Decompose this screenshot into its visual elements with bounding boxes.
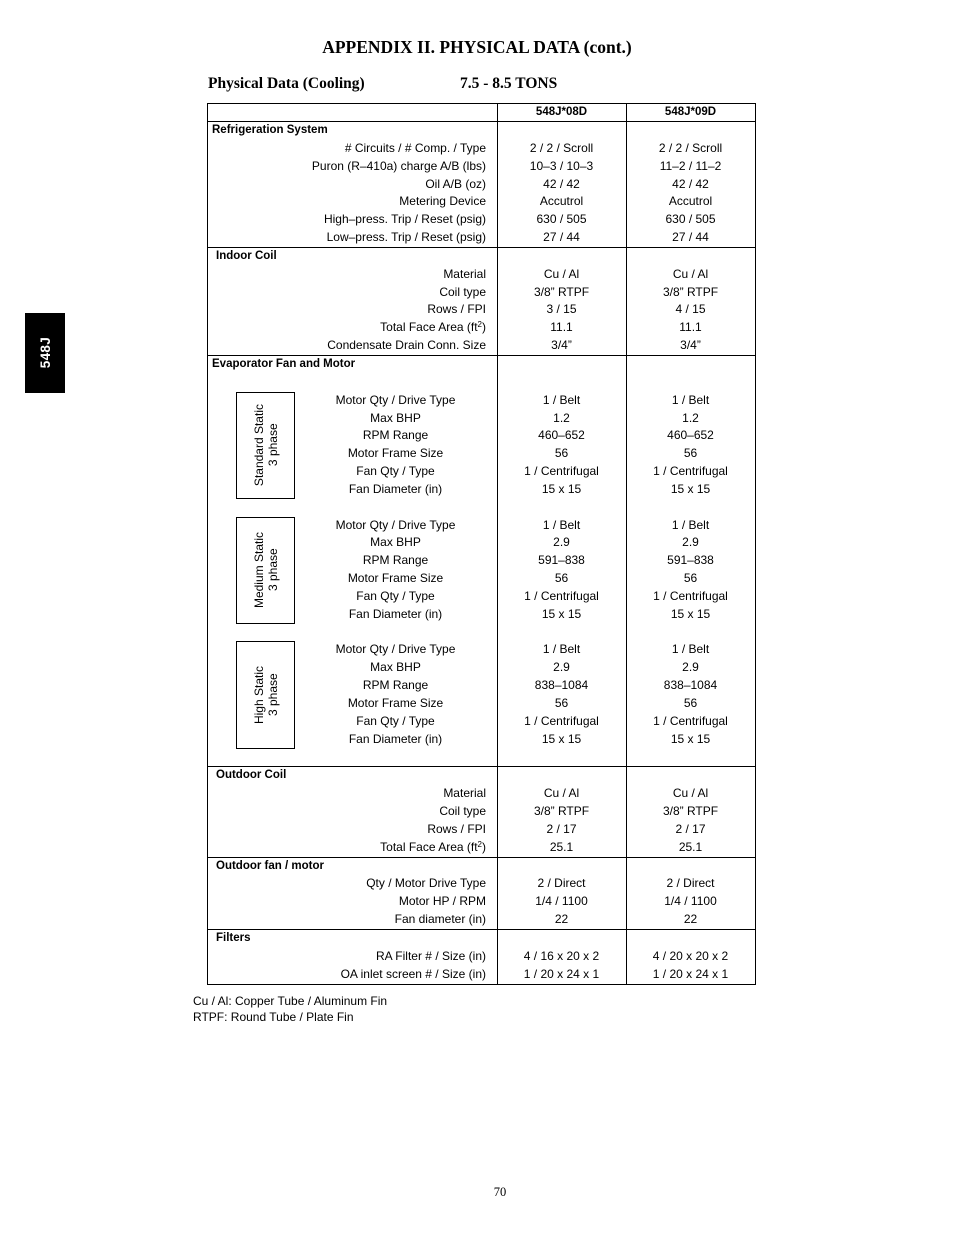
spec-label: Material — [443, 786, 486, 801]
static-level-label: High Static — [251, 665, 266, 725]
spec-value: 4 / 16 x 20 x 2 — [523, 948, 600, 963]
spec-value: 22 — [554, 912, 569, 927]
section-title: Evaporator Fan and Motor — [212, 357, 356, 370]
blank-row — [208, 749, 755, 767]
spec-value: 1 / Belt — [671, 642, 710, 657]
spec-label: Condensate Drain Conn. Size — [327, 338, 486, 353]
spec-value: Cu / Al — [672, 266, 709, 281]
spec-value: 56 — [683, 446, 698, 461]
spec-value: 25.1 — [549, 839, 574, 854]
blank-value-cell — [497, 767, 626, 785]
spec-row — [208, 821, 755, 839]
spec-value: 15 x 15 — [670, 606, 711, 621]
spec-value: 3 / 15 — [546, 302, 577, 317]
footnote-cu-al: Cu / Al: Copper Tube / Aluminum Fin — [193, 994, 388, 1008]
spec-value: 3/8” RTPF — [533, 804, 590, 819]
spec-row — [208, 948, 755, 966]
spec-value: 56 — [683, 696, 698, 710]
section-title-row — [208, 356, 755, 374]
spec-label: RA Filter # / Size (in) — [375, 948, 486, 963]
spec-label: Puron (R–410a) charge A/B (lbs) — [311, 158, 486, 173]
spec-label: High–press. Trip / Reset (psig) — [323, 212, 486, 227]
static-level-box — [236, 517, 295, 624]
spec-value: 1 / Centrifugal — [653, 713, 728, 728]
spec-value: 4 / 20 x 20 x 2 — [652, 948, 729, 963]
spec-label: # Circuits / # Comp. / Type — [344, 140, 486, 155]
superscript: 2 — [477, 320, 482, 330]
section-title: Refrigeration System — [212, 124, 328, 136]
static-level-label: Standard Static — [251, 404, 266, 487]
spec-label-cell — [208, 785, 497, 803]
spec-value: 838–1084 — [663, 678, 718, 693]
spec-label: Max BHP — [370, 410, 421, 425]
spec-label-cell — [208, 948, 497, 966]
spec-value: 56 — [554, 446, 569, 461]
spec-label-cell — [208, 301, 497, 319]
spec-label: Qty / Motor Drive Type — [366, 876, 486, 891]
spec-label: Metering Device — [399, 194, 486, 209]
blank-value-cell — [626, 356, 755, 374]
spec-value: 25.1 — [678, 839, 703, 854]
spec-label-cell — [208, 319, 497, 337]
spec-label-cell — [208, 966, 497, 984]
spec-label: OA inlet screen # / Size (in) — [340, 966, 486, 981]
spec-label: Motor Frame Size — [347, 446, 444, 461]
spec-value: 591–838 — [538, 553, 585, 568]
spec-value: 1/4 / 1100 — [664, 894, 717, 909]
blank-row — [208, 624, 755, 642]
blank-value-cell — [626, 122, 755, 140]
spec-value: 15 x 15 — [541, 481, 582, 496]
blank-row — [208, 499, 755, 517]
spec-value: 3/8” RTPF — [662, 804, 719, 819]
table-section — [208, 355, 755, 766]
spec-row — [208, 911, 755, 929]
spec-value: 2 / Direct — [666, 876, 715, 891]
spec-label-cell — [208, 803, 497, 821]
spec-label: Max BHP — [370, 535, 421, 550]
spec-value: 11–2 / 11–2 — [659, 158, 722, 173]
section-title-row — [208, 858, 755, 876]
spec-value: 591–838 — [667, 553, 714, 568]
blank-value-cell — [497, 356, 626, 374]
spec-row — [208, 839, 755, 857]
spec-label: Motor Qty / Drive Type — [335, 517, 456, 532]
table-header-row — [208, 104, 755, 121]
spec-label-cell — [208, 140, 497, 158]
spec-value: 3/8” RTPF — [662, 284, 719, 299]
static-level-text — [252, 404, 280, 486]
fan-motor-group — [208, 641, 755, 748]
spec-value: 630 / 505 — [665, 212, 716, 227]
spec-row — [208, 211, 755, 229]
spec-value: 2.9 — [682, 660, 699, 675]
spec-row — [208, 803, 755, 821]
spec-label: Rows / FPI — [427, 302, 486, 317]
spec-value: 1 / Belt — [671, 517, 710, 532]
model-column-header: 548J*09D — [664, 106, 717, 118]
table-section — [208, 766, 755, 856]
section-title-row — [208, 122, 755, 140]
spec-label: Motor HP / RPM — [398, 894, 486, 909]
spec-value: 2 / 17 — [675, 821, 706, 836]
section-title-row — [208, 930, 755, 948]
model-side-tab — [25, 313, 65, 393]
model-column-header: 548J*08D — [535, 106, 588, 118]
spec-value: 56 — [683, 571, 698, 586]
spec-value: 15 x 15 — [670, 481, 711, 496]
blank-value-cell — [626, 248, 755, 266]
spec-value: 630 / 505 — [536, 212, 587, 227]
spec-label-cell — [208, 284, 497, 302]
spec-value: 2 / 17 — [546, 821, 577, 836]
static-level-box — [236, 641, 295, 748]
spec-row — [208, 893, 755, 911]
spec-value: 22 — [683, 912, 698, 927]
spec-value: 460–652 — [538, 428, 585, 443]
spec-value: 56 — [554, 571, 569, 586]
spec-value: 15 x 15 — [541, 606, 582, 621]
spec-label: RPM Range — [362, 428, 429, 443]
model-side-tab-label: 548J — [37, 337, 53, 369]
spec-label: Motor Frame Size — [347, 571, 444, 586]
section-title: Filters — [216, 931, 251, 944]
spec-value: Accutrol — [668, 194, 713, 209]
phase-label: 3 phase — [265, 673, 280, 717]
spec-label: RPM Range — [362, 678, 429, 693]
spec-row — [208, 140, 755, 158]
spec-label-suffix: ) — [482, 839, 486, 854]
spec-value: Cu / Al — [543, 786, 580, 801]
spec-label: Fan Diameter (in) — [348, 731, 443, 746]
section-title-row — [208, 248, 755, 266]
spec-value: 1.2 — [553, 410, 570, 425]
header-blank-cell — [208, 104, 497, 121]
blank-value-cell — [626, 767, 755, 785]
footnotes — [193, 993, 387, 1025]
spec-value: 4 / 15 — [675, 302, 706, 317]
section-title: Outdoor Coil — [216, 769, 287, 782]
spec-label-cell — [208, 193, 497, 211]
spec-label-cell — [208, 911, 497, 929]
static-level-text — [252, 666, 280, 724]
spec-label: Low–press. Trip / Reset (psig) — [326, 230, 486, 245]
phase-label: 3 phase — [265, 548, 280, 592]
superscript: 2 — [477, 839, 482, 849]
spec-row — [208, 337, 755, 355]
spec-row — [208, 785, 755, 803]
spec-value: 11.1 — [550, 320, 573, 335]
spec-value: 42 / 42 — [543, 176, 580, 191]
spec-row — [208, 229, 755, 247]
spec-row — [208, 301, 755, 319]
spec-row — [208, 284, 755, 302]
spec-value: 838–1084 — [534, 678, 589, 693]
spec-label-cell — [208, 176, 497, 194]
static-level-label: Medium Static — [251, 532, 266, 609]
phase-label: 3 phase — [265, 423, 280, 467]
spec-row — [208, 176, 755, 194]
spec-value: 2.9 — [553, 660, 570, 675]
spec-label: Motor Qty / Drive Type — [335, 642, 456, 657]
spec-row — [208, 266, 755, 284]
spec-label-cell — [208, 266, 497, 284]
section-title: Indoor Coil — [216, 249, 277, 262]
spec-value: 42 / 42 — [672, 176, 709, 191]
spec-label-cell — [208, 839, 497, 857]
spec-label: Max BHP — [370, 660, 421, 675]
physical-data-table — [207, 103, 756, 985]
spec-row — [208, 966, 755, 984]
spec-label: Fan Diameter (in) — [348, 481, 443, 496]
spec-value: Cu / Al — [672, 786, 709, 801]
spec-label: RPM Range — [362, 553, 429, 568]
spec-value: 1 / Centrifugal — [524, 588, 599, 603]
spec-value: 1 / 20 x 24 x 1 — [523, 966, 600, 981]
spec-row — [208, 158, 755, 176]
tonnage-range: 7.5 - 8.5 TONS — [460, 75, 558, 92]
spec-value: Accutrol — [539, 194, 584, 209]
page-number: 70 — [493, 1185, 507, 1199]
spec-value: 27 / 44 — [543, 230, 580, 245]
appendix-title: APPENDIX II. PHYSICAL DATA (cont.) — [322, 37, 632, 57]
spec-value: 2.9 — [553, 535, 570, 550]
spec-label: Oil A/B (oz) — [425, 176, 486, 191]
spec-label: Rows / FPI — [427, 821, 486, 836]
spec-label-cell — [208, 875, 497, 893]
spec-value: 27 / 44 — [672, 230, 709, 245]
spec-value: 1 / Belt — [542, 642, 581, 657]
spec-value: 3/8” RTPF — [533, 284, 590, 299]
spec-value: 1 / Centrifugal — [524, 464, 599, 479]
spec-value: 3/4” — [551, 338, 572, 353]
spec-label-cell — [208, 893, 497, 911]
spec-label: Fan Qty / Type — [356, 713, 435, 728]
spec-label: Fan diameter (in) — [394, 912, 486, 927]
spec-value: 15 x 15 — [541, 731, 582, 746]
spec-value: 1/4 / 1100 — [535, 894, 588, 909]
spec-value: 1 / Centrifugal — [653, 464, 728, 479]
spec-value: 1 / 20 x 24 x 1 — [652, 966, 729, 981]
section-title-row — [208, 767, 755, 785]
blank-value-cell — [626, 930, 755, 948]
section-title: Outdoor fan / motor — [216, 859, 324, 872]
spec-value: 1.2 — [682, 410, 699, 425]
spec-label-cell — [208, 337, 497, 355]
spec-value: 2 / 2 / Scroll — [658, 140, 723, 155]
spec-label: Fan Qty / Type — [356, 588, 435, 603]
blank-value-cell — [497, 930, 626, 948]
table-section — [208, 857, 755, 929]
spec-value: 1 / Centrifugal — [524, 713, 599, 728]
spec-value: Cu / Al — [543, 266, 580, 281]
spec-value: 1 / Belt — [671, 392, 710, 407]
blank-row — [208, 374, 755, 392]
spec-value: 11.1 — [679, 320, 702, 335]
spec-value: 15 x 15 — [670, 731, 711, 746]
blank-value-cell — [497, 122, 626, 140]
spec-label-cell — [208, 211, 497, 229]
spec-value: 2.9 — [682, 535, 699, 550]
spec-label: Motor Qty / Drive Type — [335, 392, 456, 407]
spec-value: 1 / Belt — [542, 392, 581, 407]
spec-label: Motor Frame Size — [347, 696, 444, 710]
spec-label: Total Face Area (ft — [380, 320, 478, 335]
table-section — [208, 247, 755, 355]
spec-label: Coil type — [439, 804, 486, 819]
spec-value: 56 — [554, 696, 569, 710]
static-level-box — [236, 392, 295, 499]
spec-label: Material — [443, 266, 486, 281]
spec-value: 1 / Centrifugal — [653, 588, 728, 603]
spec-label-cell — [208, 158, 497, 176]
spec-label: Fan Qty / Type — [356, 464, 435, 479]
spec-value: 1 / Belt — [542, 517, 581, 532]
spec-row — [208, 319, 755, 337]
fan-motor-group — [208, 517, 755, 624]
table-section — [208, 121, 755, 247]
spec-label: Total Face Area (ft — [380, 839, 478, 854]
spec-row — [208, 875, 755, 893]
blank-value-cell — [497, 858, 626, 876]
spec-value: 10–3 / 10–3 — [529, 158, 594, 173]
fan-motor-group — [208, 392, 755, 499]
spec-value: 3/4” — [680, 338, 701, 353]
static-level-text — [252, 532, 280, 608]
spec-label-suffix: ) — [482, 320, 486, 335]
spec-label: Fan Diameter (in) — [348, 606, 443, 621]
spec-value: 2 / 2 / Scroll — [529, 140, 594, 155]
spec-label-cell — [208, 821, 497, 839]
footnote-rtpf: RTPF: Round Tube / Plate Fin — [193, 1010, 354, 1024]
spec-label: Coil type — [439, 284, 486, 299]
spec-label-cell — [208, 229, 497, 247]
section-subtitle: Physical Data (Cooling) — [208, 75, 365, 92]
spec-row — [208, 193, 755, 211]
spec-value: 460–652 — [667, 428, 714, 443]
blank-value-cell — [626, 858, 755, 876]
blank-value-cell — [497, 248, 626, 266]
table-section — [208, 929, 755, 984]
spec-value: 2 / Direct — [537, 876, 586, 891]
